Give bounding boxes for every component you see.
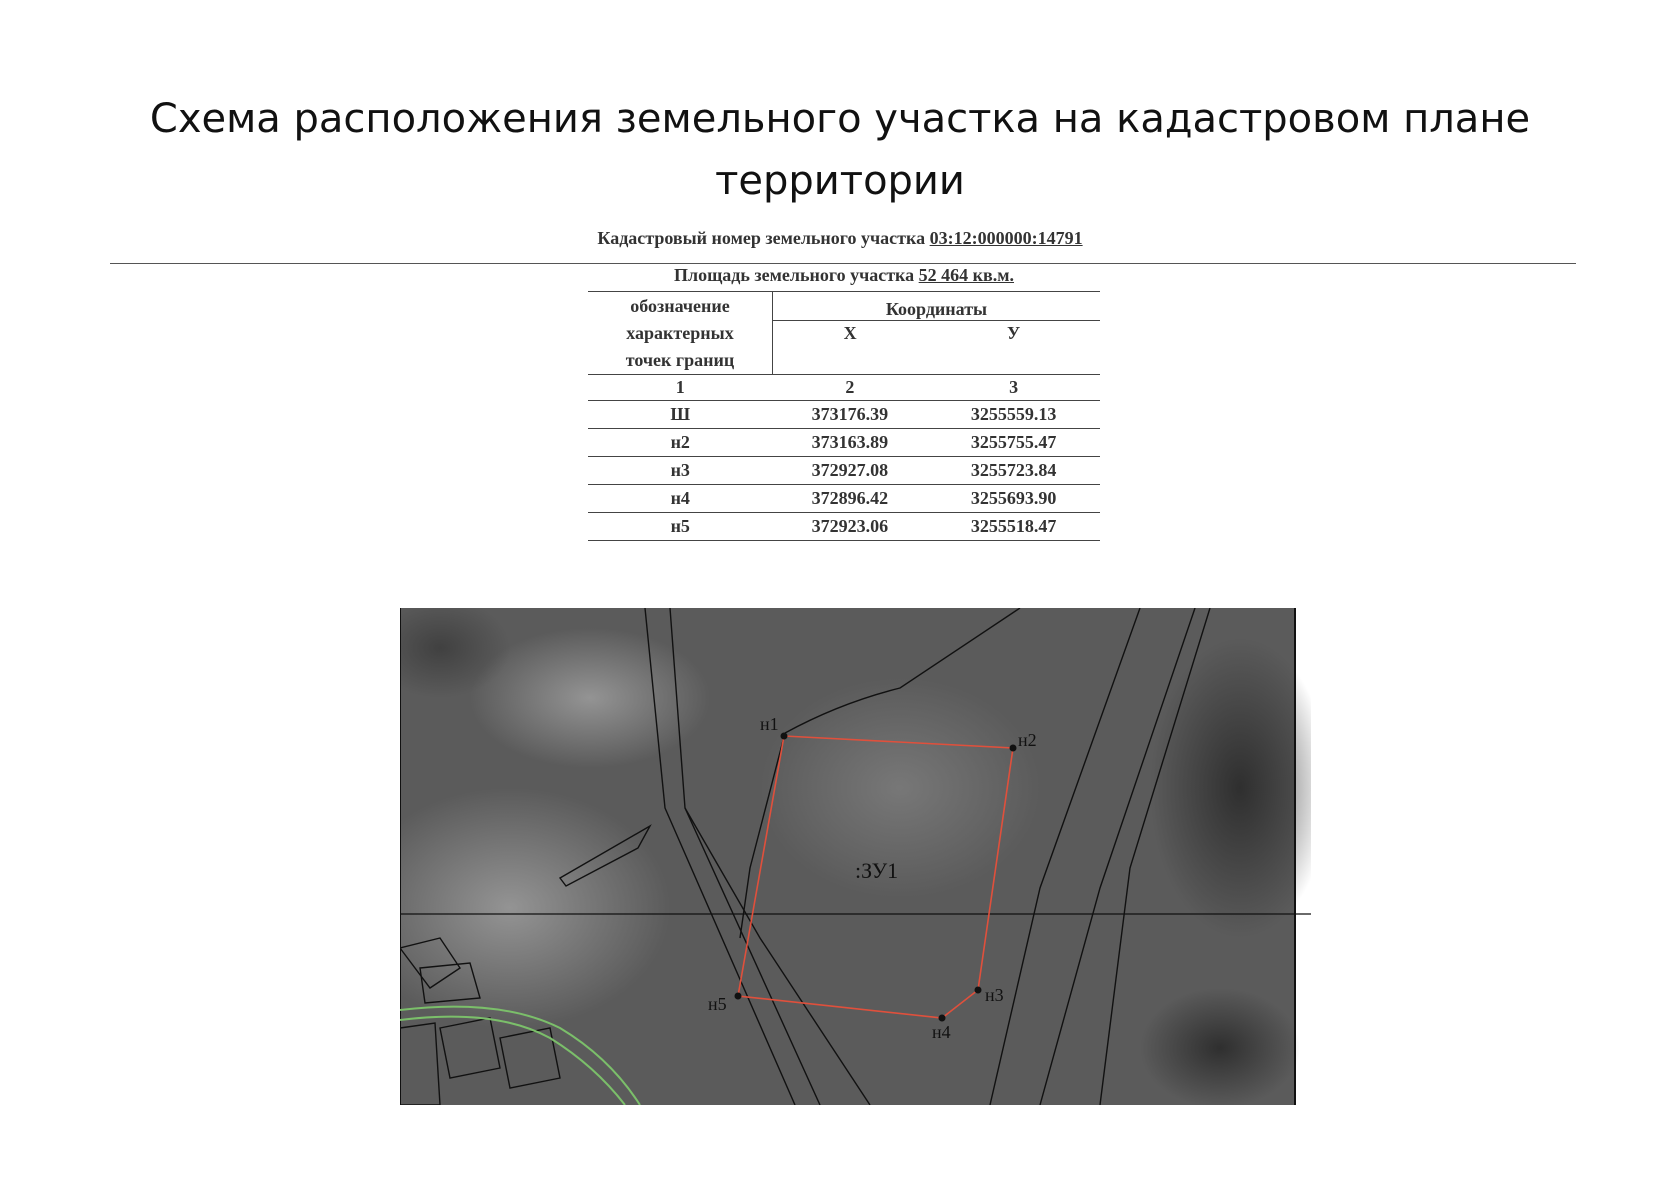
col-number-2: 2	[773, 375, 928, 401]
header-coordinates: Координаты	[773, 292, 1101, 321]
col-number-3: 3	[927, 375, 1100, 401]
point-y: 3255559.13	[927, 401, 1100, 429]
header-name-line-1: обозначение	[630, 296, 730, 316]
divider-line	[110, 263, 1576, 264]
point-label-n2: н2	[1018, 730, 1037, 750]
point-name: н3	[588, 457, 773, 485]
table-row	[588, 401, 1100, 429]
cadastral-number-value: 03:12:000000:14791	[929, 228, 1083, 248]
cadastral-label: Кадастровый номер земельного участка	[597, 228, 926, 248]
boundary-point-n2	[1010, 745, 1017, 752]
boundary-point-n4	[939, 1015, 946, 1022]
point-x: 372896.42	[773, 485, 928, 513]
point-name: н4	[588, 485, 773, 513]
cadastral-number	[0, 228, 1680, 249]
col-number-1: 1	[588, 375, 773, 401]
point-y: 3255723.84	[927, 457, 1100, 485]
header-x: Х	[843, 323, 857, 343]
boundary-point-n1	[781, 733, 788, 740]
point-x: 373176.39	[773, 401, 928, 429]
boundary-point-n5	[735, 993, 742, 1000]
header-name-line-2: характерных	[626, 323, 734, 343]
point-name: Ш	[588, 401, 773, 429]
point-y: 3255518.47	[927, 513, 1100, 541]
header-point-designation	[588, 292, 773, 375]
boundary-point-n3	[975, 987, 982, 994]
coordinates-table	[588, 291, 1100, 541]
parcel-area	[588, 265, 1100, 286]
area-label: Площадь земельного участка	[673, 265, 915, 285]
table-row	[588, 429, 1100, 457]
point-x: 373163.89	[773, 429, 928, 457]
point-label-n5: н5	[708, 994, 727, 1014]
light-terrain-patch	[760, 678, 1040, 898]
cadastral-map-image	[400, 608, 1311, 1105]
column-number-row	[588, 375, 1100, 401]
point-y: 3255693.90	[927, 485, 1100, 513]
dark-vegetation-patch	[1140, 988, 1300, 1105]
parcel-label: :ЗУ1	[855, 858, 899, 883]
point-label-n3: н3	[985, 985, 1004, 1005]
table-row	[588, 485, 1100, 513]
title-line-1: Схема расположения земельного участка на кадастровом плане	[149, 96, 1531, 142]
page-title	[0, 88, 1680, 212]
point-name: н2	[588, 429, 773, 457]
point-y: 3255755.47	[927, 429, 1100, 457]
header-name-line-3: точек границ	[625, 350, 735, 370]
point-x: 372927.08	[773, 457, 928, 485]
area-value: 52 464 кв.м.	[918, 265, 1015, 285]
header-y: У	[1006, 323, 1021, 343]
table-row	[588, 457, 1100, 485]
point-label-n1: н1	[760, 714, 779, 734]
point-x: 372923.06	[773, 513, 928, 541]
point-name: н5	[588, 513, 773, 541]
table-row	[588, 513, 1100, 541]
point-label-n4: н4	[932, 1022, 951, 1042]
title-line-2: территории	[715, 158, 965, 204]
